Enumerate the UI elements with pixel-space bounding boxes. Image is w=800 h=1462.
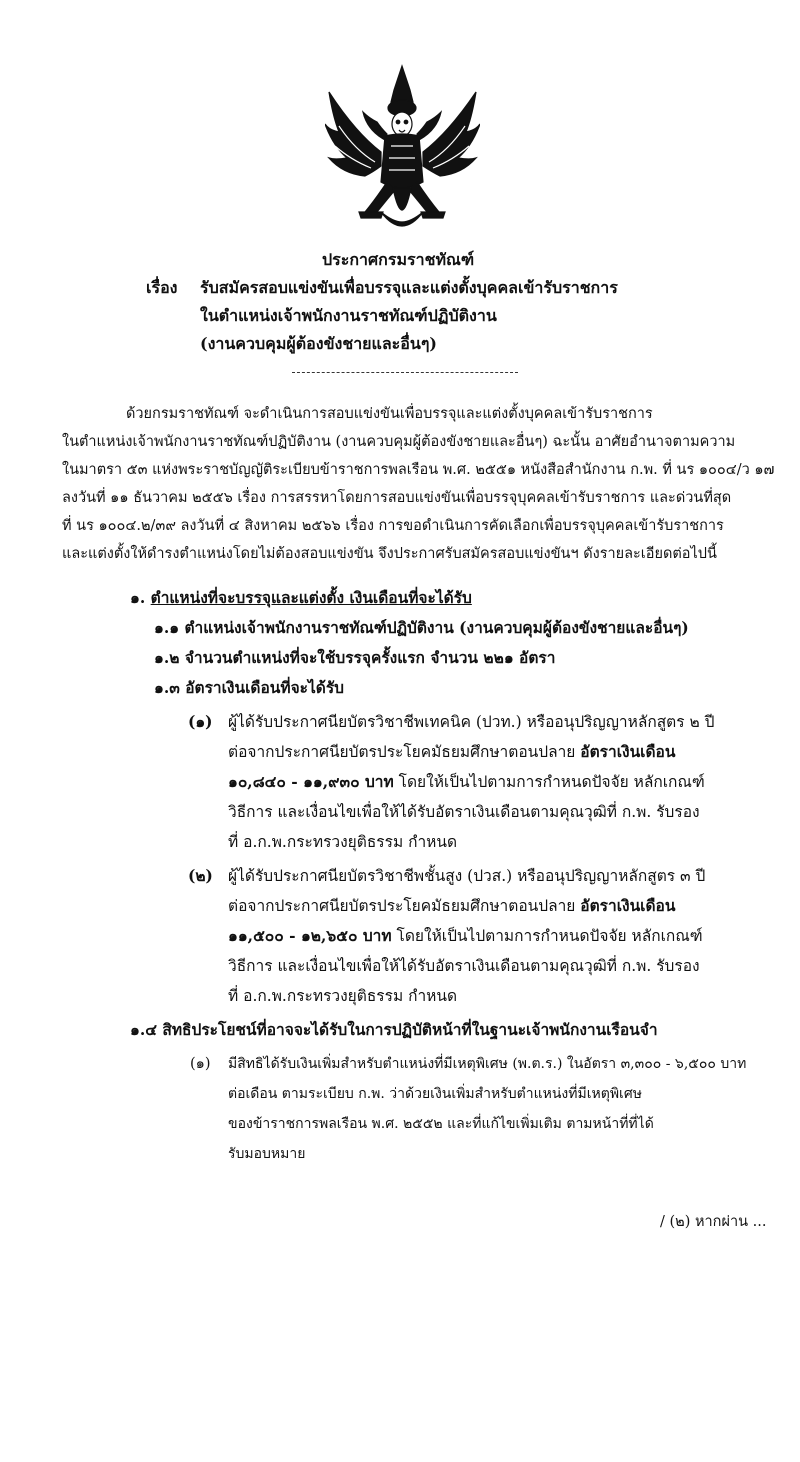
salary-1-line-3 <box>228 768 705 796</box>
section-1-heading <box>130 584 472 612</box>
subject-line-1: รับสมัครสอบแข่งขันเพื่อบรรจุและแต่งตั้งบุคคลเข้ารับราชการ <box>200 278 618 297</box>
salary-1-line-5: ที่ อ.ก.พ.กระทรวงยุติธรรม กำหนด <box>228 833 458 851</box>
benefit-1-line-1: มีสิทธิได้รับเงินเพิ่มสำหรับตำแหน่งที่มีเหตุพิเศษ (พ.ต.ร.) ในอัตรา ๓,๓๐๐ - ๖,๕๐๐ บาท <box>228 1056 747 1072</box>
salary-2-line-3b: โดยให้เป็นไปตามการกำหนดปัจจัย หลักเกณฑ์ <box>396 927 703 945</box>
salary-2-line-5: ที่ อ.ก.พ.กระทรวงยุติธรรม กำหนด <box>228 987 458 1005</box>
salary-2-label: อัตราเงินเดือน <box>580 896 676 915</box>
intro-line-3: ในมาตรา ๕๓ แห่งพระราชบัญญัติระเบียบข้าราชการพลเรือน พ.ศ. ๒๕๕๑ หนังสือสำนักงาน ก.พ. ที่ นร ๑๐๐๔/ว ๑๗ <box>62 462 775 478</box>
benefit-1-line-2: ต่อเดือน ตามระเบียบ ก.พ. ว่าด้วยเงินเพิ่มสำหรับตำแหน่งที่มีเหตุพิเศษ <box>228 1086 642 1102</box>
salary-1-range: ๑๐,๘๔๐ - ๑๑,๙๓๐ บาท <box>228 772 394 791</box>
salary-2-number: (๒) <box>188 866 213 885</box>
announcement-title: ประกาศกรมราชทัณฑ์ <box>322 250 475 269</box>
salary-2-line-2 <box>228 892 675 920</box>
heading-divider <box>292 372 518 373</box>
salary-2-line-1: ผู้ได้รับประกาศนียบัตรวิชาชีพชั้นสูง (ปวส.) หรืออนุปริญญาหลักสูตร ๓ ปี <box>228 867 706 885</box>
subject-line-2: ในตำแหน่งเจ้าพนักงานราชทัณฑ์ปฏิบัติงาน <box>200 306 497 325</box>
item-1-2: ๑.๒ จำนวนตำแหน่งที่จะใช้บรรจุครั้งแรก จำนวน ๒๒๑ อัตรา <box>154 648 556 667</box>
salary-2-line-2a: ต่อจากประกาศนียบัตรประโยคมัธยมศึกษาตอนปลาย <box>228 897 576 915</box>
salary-1-line-3b: โดยให้เป็นไปตามการกำหนดปัจจัย หลักเกณฑ์ <box>398 773 705 791</box>
intro-line-4: ลงวันที่ ๑๑ ธันวาคม ๒๕๕๖ เรื่อง การสรรหาโดยการสอบแข่งขันเพื่อบรรจุบุคคลเข้ารับราชการ และด่วนที่สุด <box>62 490 732 506</box>
salary-1-line-4: วิธีการ และเงื่อนไขเพื่อให้ได้รับอัตราเงินเดือนตามคุณวุฒิที่ ก.พ. รับรอง <box>228 803 700 821</box>
intro-line-6: และแต่งตั้งให้ดำรงตำแหน่งโดยไม่ต้องสอบแข่งขัน จึงประกาศรับสมัครสอบแข่งขันฯ ดังรายละเอียดต่อไปนี้ <box>62 546 717 562</box>
salary-2-line-4: วิธีการ และเงื่อนไขเพื่อให้ได้รับอัตราเงินเดือนตามคุณวุฒิที่ ก.พ. รับรอง <box>228 957 700 975</box>
salary-2-line-3 <box>228 922 703 950</box>
item-1-1: ๑.๑ ตำแหน่งเจ้าพนักงานราชทัณฑ์ปฏิบัติงาน (งานควบคุมผู้ต้องขังชายและอื่นๆ) <box>154 618 689 637</box>
garuda-emblem-icon <box>325 62 480 242</box>
salary-1-label: อัตราเงินเดือน <box>580 742 676 761</box>
section-1-number: ๑. <box>130 588 146 607</box>
salary-1-line-2 <box>228 738 675 766</box>
subject-label: เรื่อง <box>146 278 178 297</box>
section-1-title: ตำแหน่งที่จะบรรจุและแต่งตั้ง เงินเดือนที่จะได้รับ <box>150 588 472 607</box>
subject-line-3: (งานควบคุมผู้ต้องขังชายและอื่นๆ) <box>200 334 437 353</box>
benefit-1-line-3: ของข้าราชการพลเรือน พ.ศ. ๒๕๕๒ และที่แก้ไขเพิ่มเติม ตามหน้าที่ที่ได้ <box>228 1116 654 1132</box>
benefit-1-number: (๑) <box>190 1056 211 1072</box>
salary-1-line-2a: ต่อจากประกาศนียบัตรประโยคมัธยมศึกษาตอนปลาย <box>228 743 576 761</box>
benefit-1-line-4: รับมอบหมาย <box>228 1146 306 1162</box>
item-1-3: ๑.๓ อัตราเงินเดือนที่จะได้รับ <box>154 678 345 697</box>
salary-1-number: (๑) <box>188 712 213 731</box>
salary-1-line-1: ผู้ได้รับประกาศนียบัตรวิชาชีพเทคนิค (ปวท.) หรืออนุปริญญาหลักสูตร ๒ ปี <box>228 713 715 731</box>
page-continuation: / (๒) หากผ่าน ... <box>660 1214 767 1230</box>
intro-line-1: ด้วยกรมราชทัณฑ์ จะดำเนินการสอบแข่งขันเพื่อบรรจุและแต่งตั้งบุคคลเข้ารับราชการ <box>126 406 653 422</box>
intro-line-5: ที่ นร ๑๐๐๔.๒/๓๙ ลงวันที่ ๔ สิงหาคม ๒๕๖๖ เรื่อง การขอดำเนินการคัดเลือกเพื่อบรรจุบุคคลเข้ารับราชการ <box>62 518 724 534</box>
intro-line-2: ในตำแหน่งเจ้าพนักงานราชทัณฑ์ปฏิบัติงาน (งานควบคุมผู้ต้องขังชายและอื่นๆ) ฉะนั้น อาศัยอำนาจตามความ <box>62 434 736 450</box>
item-1-4: ๑.๔ สิทธิประโยชน์ที่อาจจะได้รับในการปฏิบัติหน้าที่ในฐานะเจ้าพนักงานเรือนจำ <box>130 1020 658 1039</box>
salary-2-range: ๑๑,๕๐๐ - ๑๒,๖๕๐ บาท <box>228 926 392 945</box>
